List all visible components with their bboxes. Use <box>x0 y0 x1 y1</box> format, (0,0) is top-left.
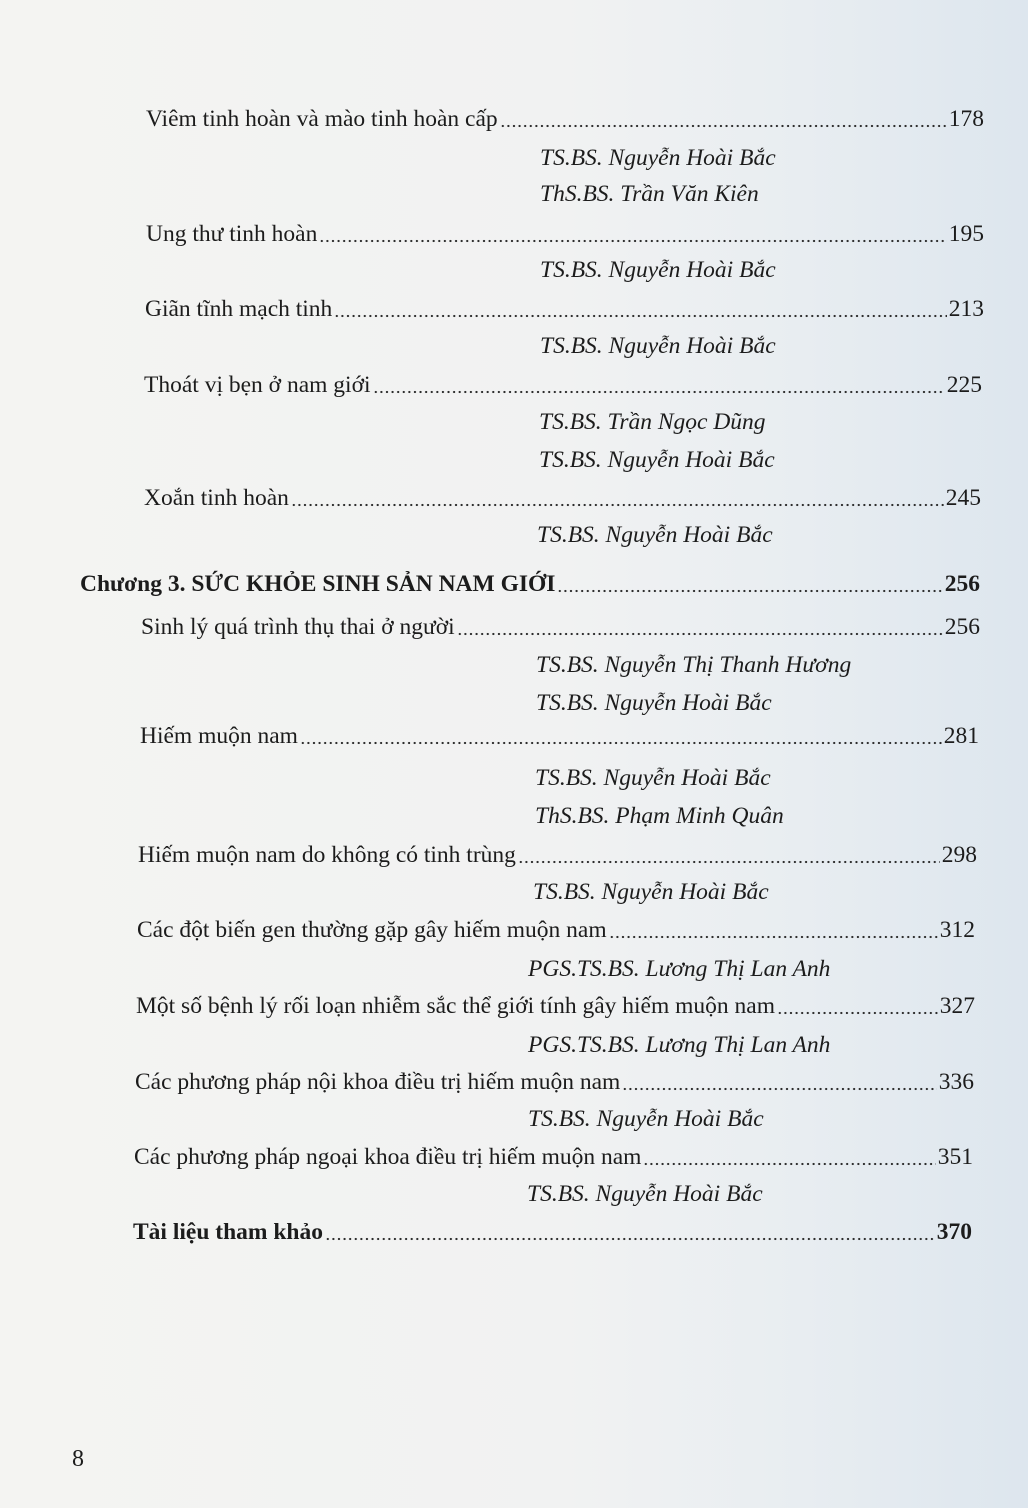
toc-entry <box>146 216 984 252</box>
toc-entry-page: 370 <box>936 1219 972 1245</box>
toc-entry-title: Các đột biến gen thường gặp gây hiếm muộn nam <box>137 917 607 943</box>
toc-author: PGS.TS.BS. Lương Thị Lan Anh <box>528 956 831 982</box>
toc-entry-page: 336 <box>938 1069 974 1095</box>
toc-entry-page: 225 <box>946 372 982 398</box>
toc-leader-dots <box>518 860 940 864</box>
toc-entry-title: Giãn tĩnh mạch tinh <box>145 296 333 322</box>
toc-entry-page: 298 <box>941 842 977 868</box>
toc-entry <box>146 101 984 137</box>
toc-author: TS.BS. Trần Ngọc Dũng <box>539 409 766 435</box>
toc-entry-title: Một số bệnh lý rối loạn nhiễm sắc thể giới tính gây hiếm muộn nam <box>136 993 775 1019</box>
toc-author: TS.BS. Nguyễn Thị Thanh Hương <box>536 652 852 678</box>
toc-entry-title: Xoắn tinh hoàn <box>144 485 289 511</box>
toc-entry-title: Các phương pháp nội khoa điều trị hiếm muộn nam <box>135 1069 621 1095</box>
page-number: 8 <box>72 1446 84 1472</box>
toc-author: TS.BS. Nguyễn Hoài Bắc <box>536 690 772 716</box>
toc-leader-dots <box>334 314 946 318</box>
toc-entry-page: 213 <box>948 296 984 322</box>
toc-leader-dots <box>557 589 942 593</box>
toc-entry-page: 256 <box>944 614 980 640</box>
toc-entry-page: 178 <box>948 106 984 132</box>
toc-entry-title: Hiếm muộn nam do không có tinh trùng <box>138 842 516 868</box>
toc-author: TS.BS. Nguyễn Hoài Bắc <box>527 1181 763 1207</box>
toc-author: TS.BS. Nguyễn Hoài Bắc <box>539 447 775 473</box>
toc-entry <box>134 1139 973 1175</box>
toc-entry-title: Ung thư tinh hoàn <box>146 221 318 247</box>
toc-leader-dots <box>325 1237 935 1241</box>
toc-leader-dots <box>319 239 946 243</box>
toc-entry <box>135 1064 974 1100</box>
toc-entry-title: Hiếm muộn nam <box>140 723 298 749</box>
toc-entry <box>141 609 980 645</box>
toc-author: TS.BS. Nguyễn Hoài Bắc <box>537 522 773 548</box>
toc-author: TS.BS. Nguyễn Hoài Bắc <box>535 765 771 791</box>
toc-author: TS.BS. Nguyễn Hoài Bắc <box>540 257 776 283</box>
toc-author: TS.BS. Nguyễn Hoài Bắc <box>540 333 776 359</box>
toc-author: PGS.TS.BS. Lương Thị Lan Anh <box>528 1032 831 1058</box>
toc-leader-dots <box>457 632 943 636</box>
toc-author: TS.BS. Nguyễn Hoài Bắc <box>528 1106 764 1132</box>
toc-entry-title: Viêm tinh hoàn và mào tinh hoàn cấp <box>146 106 498 132</box>
toc-entry-title: Thoát vị bẹn ở nam giới <box>144 372 371 398</box>
toc-leader-dots <box>373 390 945 394</box>
toc-leader-dots <box>291 503 944 507</box>
toc-entry <box>144 480 981 516</box>
toc-entry-page: 327 <box>939 993 975 1019</box>
toc-author: TS.BS. Nguyễn Hoài Bắc <box>540 145 776 171</box>
toc-entry-title: Các phương pháp ngoại khoa điều trị hiếm muộn nam <box>134 1144 642 1170</box>
toc-entry <box>136 988 975 1024</box>
toc-leader-dots <box>609 935 938 939</box>
toc-entry-page: 195 <box>948 221 984 247</box>
toc-author: ThS.BS. Trần Văn Kiên <box>540 181 759 207</box>
toc-entry <box>144 367 982 403</box>
toc-leader-dots <box>622 1087 936 1091</box>
toc-leader-dots <box>500 124 947 128</box>
toc-entry-title: Tài liệu tham khảo <box>133 1219 323 1245</box>
toc-chapter-entry <box>80 566 980 602</box>
toc-entry-page: 245 <box>945 485 981 511</box>
toc-entry <box>137 912 975 948</box>
toc-entry <box>138 837 977 873</box>
toc-leader-dots <box>300 741 942 745</box>
toc-entry <box>145 291 984 327</box>
toc-entry-page: 312 <box>939 917 975 943</box>
toc-leader-dots <box>777 1011 938 1015</box>
toc-entry-page: 281 <box>943 723 979 749</box>
toc-leader-dots <box>643 1162 935 1166</box>
toc-chapter-title: Chương 3. SỨC KHỎE SINH SẢN NAM GIỚI <box>80 571 556 597</box>
toc-entry <box>140 718 979 754</box>
toc-references-entry <box>133 1214 972 1250</box>
toc-entry-page: 256 <box>944 571 980 597</box>
toc-entry-title: Sinh lý quá trình thụ thai ở người <box>141 614 455 640</box>
toc-author: TS.BS. Nguyễn Hoài Bắc <box>533 879 769 905</box>
toc-author: ThS.BS. Phạm Minh Quân <box>535 803 784 829</box>
toc-entry-page: 351 <box>937 1144 973 1170</box>
